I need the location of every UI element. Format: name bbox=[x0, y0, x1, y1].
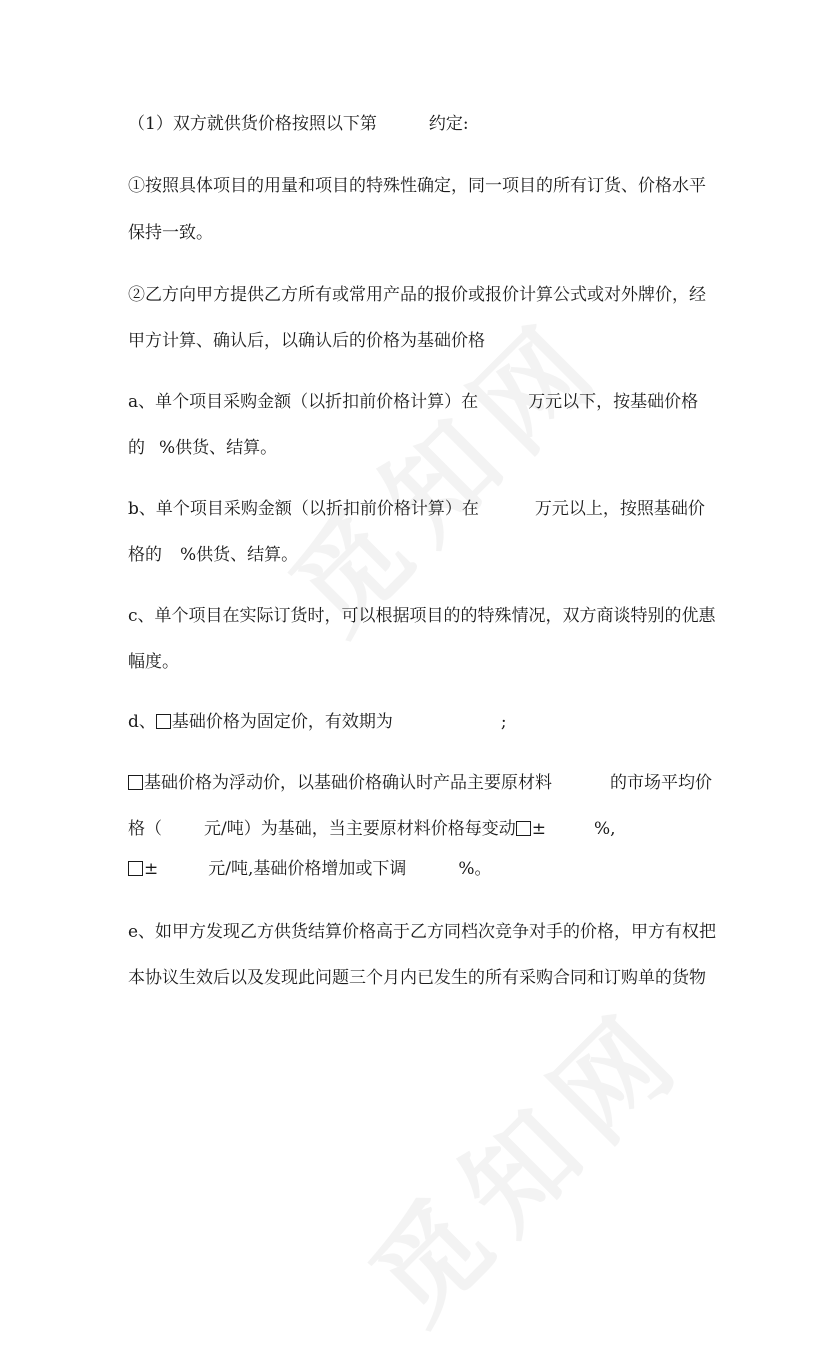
item-2-line-2: 甲方计算、确认后，以确认后的价格为基础价格 bbox=[128, 331, 485, 351]
float-price-line-3: ± 元/吨,基础价格增加或下调 %。 bbox=[128, 857, 492, 881]
item-1-line-1: ①按照具体项目的用量和项目的特殊性确定，同一项目的所有订货、价格水平 bbox=[128, 176, 706, 196]
item-d-line-1: d、 基础价格为固定价，有效期为 ; bbox=[128, 712, 507, 732]
item-1-line-2: 保持一致。 bbox=[128, 223, 213, 243]
item-b-line-1: b、单个项目采购金额（以折扣前价格计算）在 万元以上，按照基础价 bbox=[128, 499, 705, 519]
checkbox[interactable] bbox=[128, 775, 143, 790]
watermark bbox=[330, 967, 713, 1350]
item-a-line-2: 的 %供货、结算。 bbox=[128, 438, 278, 458]
item-c-line-2: 幅度。 bbox=[128, 652, 179, 672]
item-e-line-1: e、如甲方发现乙方供货结算价格高于乙方同档次竞争对手的价格，甲方有权把 bbox=[128, 922, 717, 942]
float-price-line-2: 格（ 元/吨）为基础，当主要原材料价格每变动 ± %, bbox=[128, 819, 616, 839]
item-e-line-2: 本协议生效后以及发现此问题三个月内已发生的所有采购合同和订购单的货物 bbox=[128, 968, 706, 988]
checkbox[interactable] bbox=[128, 861, 143, 876]
item-2-line-1: ②乙方向甲方提供乙方所有或常用产品的报价或报价计算公式或对外牌价，经 bbox=[128, 285, 706, 305]
checkbox[interactable] bbox=[516, 821, 531, 836]
checkbox[interactable] bbox=[156, 714, 171, 729]
float-price-line-1: 基础价格为浮动价，以基础价格确认时产品主要原材料 的市场平均价 bbox=[128, 771, 712, 795]
item-a-line-1: a、单个项目采购金额（以折扣前价格计算）在 万元以下，按基础价格 bbox=[128, 392, 699, 412]
item-c-line-1: c、单个项目在实际订货时，可以根据项目的的特殊情况，双方商谈特别的优惠 bbox=[128, 606, 716, 626]
item-b-line-2: 格的 %供货、结算。 bbox=[128, 545, 299, 565]
clause-1-intro: （1）双方就供货价格按照以下第 约定: bbox=[128, 114, 469, 134]
